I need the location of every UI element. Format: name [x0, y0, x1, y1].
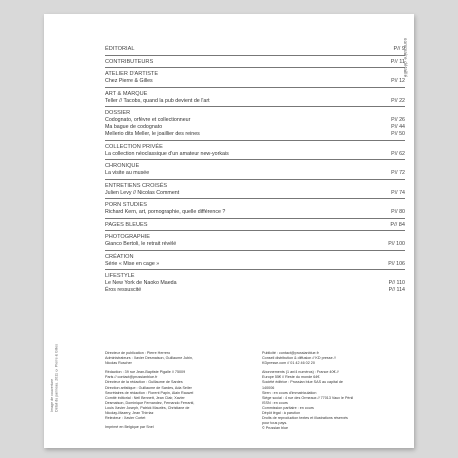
toc-entry: [105, 117, 405, 124]
imprint-line: Abonnements (1 an/4 numéros) : France 40€ //: [262, 370, 339, 375]
toc-entry-page: P// 12: [391, 78, 405, 84]
toc-section: [105, 55, 405, 66]
toc-entry-page: P// 106: [388, 260, 405, 267]
toc-entry-title: Éros ressuscité: [105, 287, 142, 293]
toc-section: [105, 140, 405, 158]
imprint-line: Louis Xavier Joseph, Patrick Mauriès, Christiane de: [105, 405, 190, 410]
toc-section: [105, 87, 405, 105]
toc-entry-page: P// 50: [391, 131, 405, 137]
imprint-line: Dépôt légal : à parution: [262, 411, 301, 416]
toc-category: ÉDITORIAL: [105, 46, 135, 52]
toc-category: CHRONIQUE: [105, 163, 140, 169]
toc-section: [105, 218, 405, 229]
imprint-line: Nicolas Ruscher: [105, 361, 132, 366]
toc-section: [105, 250, 405, 268]
imprint-line: Rédaction : 39 rue Jean-Baptiste Pigalle // 75009: [105, 370, 186, 375]
imprint-line: Directeur de la rédaction : Guillaume de Sardes: [105, 380, 183, 385]
toc-entry-page: P// 22: [391, 97, 405, 104]
magazine-page: [44, 14, 414, 448]
imprint-line: Comité éditorial : Neil Bennett, Jean Clair, Xavier: [105, 395, 185, 400]
imprint-line: Relecteur : Xavier Cortet: [105, 416, 146, 421]
toc-entry-page: P// 110: [388, 280, 405, 286]
imprint-right-column: [262, 351, 405, 431]
imprint-line: Droits de reproduction textes et illustrations réservés: [262, 416, 348, 421]
imprint-line: Desmaison, Dominique Fernandez, Fernando Ferranti,: [105, 400, 195, 405]
side-caption-left-line: Détail du panneau. 2011 © Pierre & Gilles: [54, 344, 59, 412]
toc-category: CRÉATION: [105, 253, 134, 260]
imprint-line: Imprimé en Belgique par Snel: [105, 425, 154, 430]
toc-entry-page: P// 72: [391, 170, 405, 176]
toc-category: ENTRETIENS CROISÉS: [105, 182, 168, 189]
toc-category: LIFESTYLE: [105, 273, 135, 279]
table-of-contents: [105, 43, 405, 296]
imprint-line: Siren : en cours d'immatriculation: [262, 390, 317, 395]
toc-entry: [105, 190, 405, 197]
toc-entry: [105, 131, 405, 138]
toc-entry: [105, 151, 405, 158]
imprint-line: 140006: [262, 385, 275, 390]
imprint-line: Europe 55€ // Reste du monde 64€: [262, 375, 320, 380]
toc-category-row: [105, 182, 405, 190]
toc-entry-page: P// 26: [391, 117, 405, 123]
imprint-line: Administrateurs : Xavier Desmaison, Guillaume Jubin,: [105, 356, 194, 361]
toc-entry: [105, 78, 405, 85]
toc-entry-title: Gianco Bertoli, le retrait révélé: [105, 241, 177, 247]
imprint-line: Publicité : contact@prussianblue.fr: [262, 351, 319, 355]
toc-entry-title: Le New York de Naoko Maeda: [105, 280, 177, 286]
imprint-line: Nicolay-Mazery, Jean Thirriaz: [105, 411, 154, 416]
toc-category-row: [105, 201, 405, 209]
toc-entry: [105, 170, 405, 177]
imprint: [105, 351, 405, 431]
toc-entry: [105, 287, 405, 294]
toc-category-row: [105, 253, 405, 261]
side-caption-left: [50, 344, 59, 412]
toc-page-number: P// 9: [393, 46, 405, 52]
toc-entry-title: Richard Kern, art, pornographie, quelle différence ?: [105, 209, 226, 215]
toc-entry-page: P// 62: [391, 150, 405, 157]
toc-section: [105, 179, 405, 197]
toc-page-number: P// 11: [390, 58, 405, 65]
toc-entry: [105, 280, 405, 287]
toc-category-row: [105, 58, 405, 66]
imprint-line: Société éditrice : Prussian blue SAS au capital de: [262, 380, 343, 385]
toc-entry-page: P// 80: [391, 209, 405, 215]
toc-category-row: [105, 70, 405, 78]
toc-entry-page: P// 74: [391, 189, 405, 196]
toc-entry: [105, 209, 405, 216]
imprint-line: Siège social : 4 rue des Ormeaux // 77013 Vaux le Pénil: [262, 395, 354, 400]
toc-entry-title: Codognato, orfèvre et collectionneur: [105, 117, 191, 123]
imprint-line: Commission paritaire : en cours: [262, 405, 314, 410]
side-caption-left-line: Image de couverture: [50, 378, 54, 412]
toc-entry-title: La visite au musée: [105, 170, 150, 176]
toc-category: PORN STUDIES: [105, 202, 147, 208]
toc-category: PHOTOGRAPHIE: [105, 234, 150, 240]
toc-section: [105, 43, 405, 53]
toc-category: DOSSIER: [105, 110, 131, 116]
toc-category: ATELIER D'ARTISTE: [105, 71, 159, 77]
toc-section: [105, 230, 405, 248]
imprint-line: Paris // contact@prussianblue.fr: [105, 375, 158, 380]
toc-category: ART & MARQUE: [105, 90, 148, 97]
imprint-line: Directeur de publication : Pierre Herrero: [105, 351, 171, 355]
toc-category-row: [105, 272, 405, 280]
toc-entry: [105, 98, 405, 105]
toc-entry-title: Série « Mise en cage »: [105, 260, 160, 267]
toc-section: [105, 67, 405, 85]
imprint-line: pour tous pays.: [262, 421, 288, 426]
toc-category-row: [105, 233, 405, 241]
toc-category-row: [105, 45, 405, 53]
toc-entry-title: Julien Levy // Nicolas Comment: [105, 189, 180, 196]
toc-category: COLLECTION PRIVÉE: [105, 143, 163, 150]
toc-entry-page: P// 114: [388, 287, 405, 293]
toc-entry-title: Teller // Tacobs, quand la pub devient de l'art: [105, 97, 210, 104]
toc-section: [105, 269, 405, 294]
imprint-line: © Prussian blue: [262, 426, 289, 431]
toc-entry-page: P// 100: [388, 241, 405, 247]
toc-section: [105, 159, 405, 177]
toc-category: PAGES BLEUES: [105, 221, 148, 228]
imprint-left-column: [105, 351, 248, 431]
toc-category: CONTRIBUTEURS: [105, 58, 154, 65]
toc-entry-title: Ma bague de codognato: [105, 124, 163, 130]
toc-section: [105, 198, 405, 216]
imprint-line: Conseil distribution & diffusion // KD presse //: [262, 356, 336, 361]
toc-category-row: [105, 109, 405, 117]
toc-entry: [105, 261, 405, 268]
toc-entry-title: Mellerio dits Meller, le joaillier des reines: [105, 131, 200, 137]
toc-entry: [105, 124, 405, 131]
toc-entry-title: Chez Pierre & Gilles: [105, 78, 153, 84]
toc-page-number: P// 84: [390, 221, 405, 228]
toc-section: [105, 106, 405, 138]
toc-entry-title: La collection néoclassique d'un amateur new-yorkais: [105, 150, 229, 157]
toc-category-row: [105, 90, 405, 98]
toc-category-row: [105, 162, 405, 170]
toc-category-row: [105, 221, 405, 229]
imprint-line: Secrétaires de rédaction : Florent Papin, Alain Rauwel: [105, 390, 194, 395]
toc-category-row: [105, 143, 405, 151]
side-caption-right: sommaire détaillé: [403, 38, 408, 78]
toc-entry-page: P// 44: [391, 124, 405, 130]
imprint-line: ISSN : en cours: [262, 400, 288, 405]
imprint-line: Direction artistique : Guillaume de Sardes, Ada Seiler: [105, 385, 192, 390]
toc-entry: [105, 241, 405, 248]
imprint-line: KDpresse.com // 01 42 46 02 20: [262, 361, 315, 366]
